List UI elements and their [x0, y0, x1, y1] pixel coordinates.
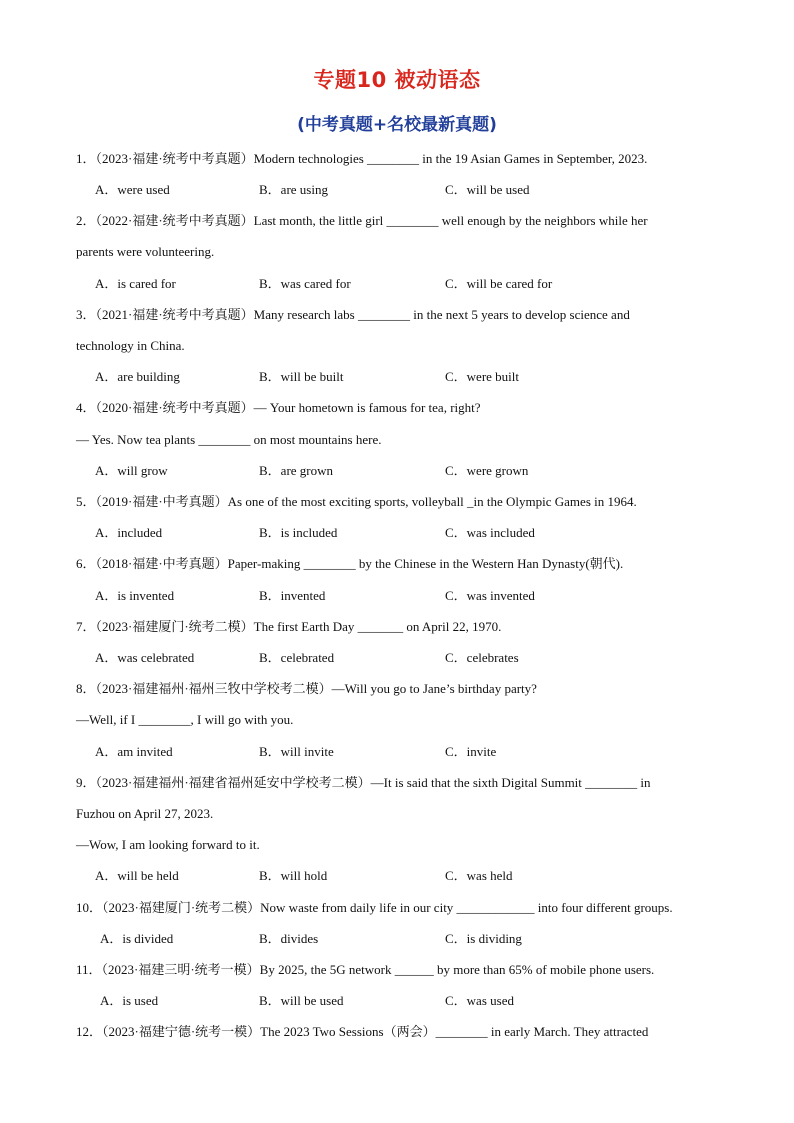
question-5-text: 5．（2019·福建·中考真题）As one of the most exciting sports, volleyball _in the Olympic Games in 1964.	[76, 494, 637, 509]
option-b: B．was cared for	[259, 276, 351, 291]
option-a: A．was celebrated	[95, 650, 195, 665]
option-c: C．were built	[445, 369, 520, 384]
question-2-text-cont: parents were volunteering.	[76, 244, 215, 259]
option-a: A．is used	[100, 993, 159, 1008]
option-a: A．included	[95, 525, 163, 540]
page-title: 专题10 被动语态	[313, 68, 481, 92]
option-b: B．will hold	[259, 868, 328, 883]
option-b: B．invented	[259, 588, 326, 603]
question-4-text-cont: — Yes. Now tea plants ________ on most mountains here.	[76, 432, 382, 447]
question-11-options	[100, 991, 700, 1011]
question-12-text: 12．（2023·福建宁德·统考一模）The 2023 Two Sessions（两会）________ in early March. They attracted	[76, 1024, 649, 1039]
question-3-options	[95, 367, 695, 387]
question-2-options	[95, 274, 695, 294]
option-c: C．will be cared for	[445, 276, 553, 291]
question-9-text-cont-2: —Wow, I am looking forward to it.	[76, 837, 260, 852]
option-c: C．celebrates	[445, 650, 519, 665]
question-6-options	[95, 586, 695, 606]
option-c: C．were grown	[445, 463, 529, 478]
question-2-text: 2．（2022·福建·统考中考真题）Last month, the little girl ________ well enough by the neighbors while her	[76, 213, 648, 228]
option-c: C．invite	[445, 744, 497, 759]
question-8-text-cont: —Well, if I ________, I will go with you.	[76, 712, 294, 727]
option-a: A．am invited	[95, 744, 173, 759]
option-a: A．will grow	[95, 463, 168, 478]
option-a: A．are building	[95, 369, 180, 384]
option-a: A．is cared for	[95, 276, 176, 291]
option-b: B．divides	[259, 931, 319, 946]
option-c: C．was included	[445, 525, 535, 540]
option-c: C．was used	[445, 993, 514, 1008]
option-b: B．are grown	[259, 463, 334, 478]
option-a: A．is invented	[95, 588, 175, 603]
option-b: B．is included	[259, 525, 338, 540]
question-1-text: 1．（2023·福建·统考中考真题）Modern technologies ________ in the 19 Asian Games in September, 2023.	[76, 151, 648, 166]
question-10-text: 10．（2023·福建厦门·统考二模）Now waste from daily life in our city ____________ into four different groups.	[76, 900, 673, 915]
option-b: B．will invite	[259, 744, 334, 759]
question-10-options	[100, 929, 700, 949]
page-subtitle: (中考真题+名校最新真题)	[297, 115, 497, 135]
question-3-text: 3．（2021·福建·统考中考真题）Many research labs ________ in the next 5 years to develop science and	[76, 307, 630, 322]
question-4-text: 4．（2020·福建·统考中考真题）— Your hometown is famous for tea, right?	[76, 400, 481, 415]
question-6-text: 6．（2018·福建·中考真题）Paper-making ________ by the Chinese in the Western Han Dynasty(朝代).	[76, 556, 624, 571]
option-b: B．will be used	[259, 993, 344, 1008]
option-c: C．will be used	[445, 182, 530, 197]
question-8-options	[95, 742, 695, 762]
question-7-options	[95, 648, 695, 668]
question-11-text: 11．（2023·福建三明·统考一模）By 2025, the 5G network ______ by more than 65% of mobile phone users.	[76, 962, 655, 977]
question-3-text-cont: technology in China.	[76, 338, 185, 353]
option-b: B．are using	[259, 182, 328, 197]
question-1-options	[95, 180, 695, 200]
option-a: A．will be held	[95, 868, 179, 883]
option-c: C．is dividing	[445, 931, 522, 946]
question-5-options	[95, 523, 695, 543]
option-c: C．was invented	[445, 588, 535, 603]
question-9-options	[95, 866, 695, 886]
question-9-text: 9．（2023·福建福州·福建省福州延安中学校考二模）—It is said that the sixth Digital Summit ________ in	[76, 775, 651, 790]
option-b: B．celebrated	[259, 650, 335, 665]
question-8-text: 8．（2023·福建福州·福州三牧中学校考二模）—Will you go to Jane’s birthday party?	[76, 681, 537, 696]
option-a: A．were used	[95, 182, 170, 197]
option-a: A．is divided	[100, 931, 174, 946]
option-b: B．will be built	[259, 369, 344, 384]
option-c: C．was held	[445, 868, 513, 883]
question-4-options	[95, 461, 695, 481]
question-7-text: 7．（2023·福建厦门·统考二模）The first Earth Day _______ on April 22, 1970.	[76, 619, 502, 634]
question-9-text-cont: Fuzhou on April 27, 2023.	[76, 806, 214, 821]
